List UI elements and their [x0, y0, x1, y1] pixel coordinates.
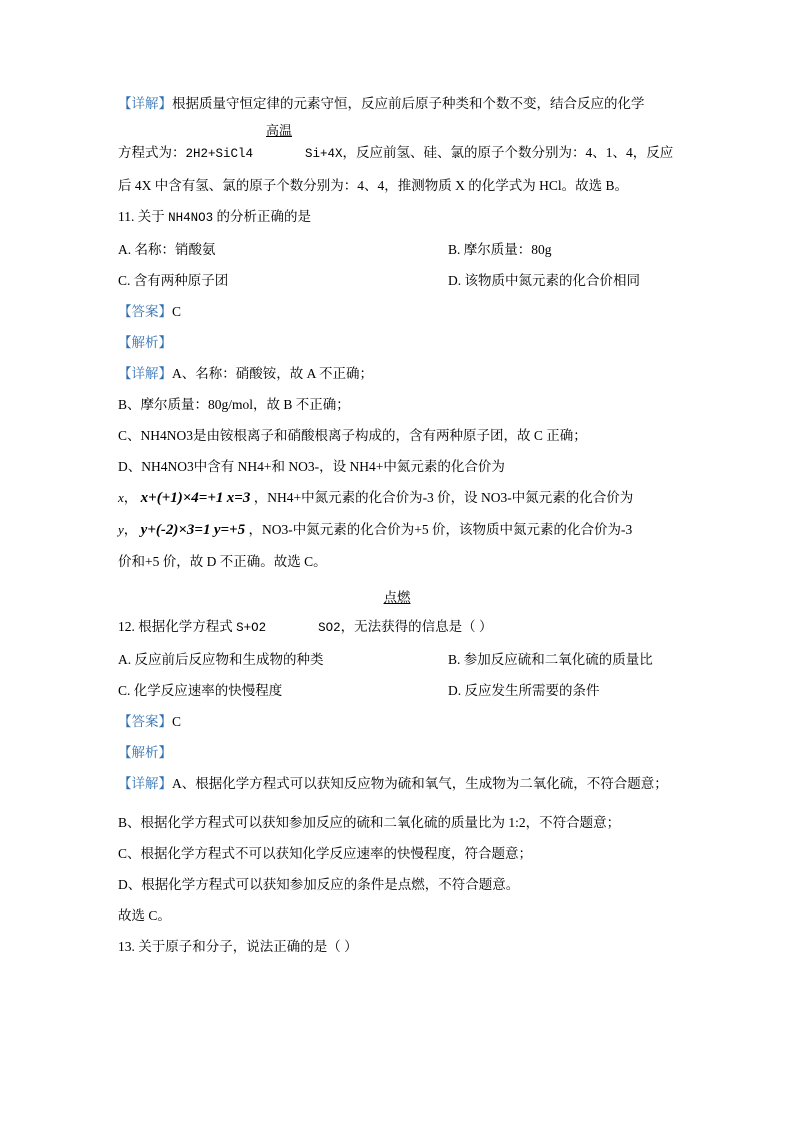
- analysis-tag: 【解析】: [118, 745, 172, 760]
- detail-paragraph-1: [118, 88, 676, 119]
- question-12-detail-line-2: B、根据化学方程式可以获知参加反应的硫和二氧化硫的质量比为 1:2，不符合题意；: [118, 815, 621, 830]
- question-11-detail-line-1: [118, 358, 676, 389]
- option-b-text: 参加反应硫和二氧化硫的质量比: [463, 652, 653, 667]
- question-12-options-row-1: [118, 644, 676, 675]
- option-d-text: 反应发生所需要的条件: [464, 683, 600, 698]
- option-c-text: 含有两种原子团: [133, 273, 229, 288]
- spacer: [118, 119, 676, 137]
- math-after-2: ，NO3-中氮元素的化合价为+5 价，该物质中氮元素的化合价为-3: [248, 522, 633, 537]
- math-result-1: x=3: [226, 490, 251, 506]
- question-11-analysis-tag: [118, 327, 676, 358]
- option-d: [448, 675, 676, 706]
- question-12-stem-before: 根据化学方程式: [138, 619, 233, 634]
- equation-right: Si+4X: [305, 147, 343, 161]
- detail-tag: 【详解】: [118, 96, 172, 111]
- option-d: [448, 265, 676, 296]
- question-12-equation-right: SO2: [318, 621, 341, 635]
- option-a: [118, 234, 448, 265]
- question-11-number: 11.: [118, 209, 135, 224]
- option-b: [448, 644, 676, 675]
- answer-tag: 【答案】: [118, 304, 172, 319]
- equation-line: [118, 123, 676, 170]
- detail-tag: 【详解】: [118, 366, 172, 381]
- question-11-detail-line-3: C、NH4NO3是由铵根离子和硝酸根离子构成的，含有两种原子团，故 C 正确；: [118, 428, 587, 443]
- question-12-equation-left: S+O2: [236, 621, 267, 635]
- option-a-text: 名称：销酸氨: [134, 242, 216, 257]
- reaction-arrow-group: [253, 123, 305, 168]
- question-12-analysis-tag: [118, 737, 676, 768]
- question-11-options-row-2: [118, 265, 676, 296]
- question-11-formula: NH4NO3: [168, 211, 214, 225]
- question-13-number: 13.: [118, 939, 135, 954]
- option-a-label: A.: [118, 652, 132, 667]
- option-b-label: B.: [448, 242, 461, 257]
- question-12-detail-line-3: C、根据化学方程式不可以获知化学反应速率的快慢程度，符合题意；: [118, 846, 533, 861]
- reaction-condition: 点燃: [383, 590, 411, 605]
- question-11-stem: [118, 201, 676, 234]
- question-11-math-line-1: x， x+(+1)×4=+1 x=3 ，NH4+中氮元素的化合价为-3 价，设 NO3-中氮元素的化合价为: [118, 490, 634, 506]
- option-a-label: A.: [118, 242, 132, 257]
- question-12-detail-line-1: [118, 768, 676, 799]
- question-12-condition-row: [118, 585, 676, 611]
- equation-prefix: 方程式为：: [118, 145, 186, 160]
- question-12-detail-line-4: D、根据化学方程式可以获知参加反应的条件是点燃，不符合题意。: [118, 877, 520, 892]
- spacer: [118, 577, 676, 585]
- answer-value: C: [172, 714, 182, 729]
- option-d-label: D.: [448, 273, 462, 288]
- option-b: [448, 234, 676, 265]
- math-variable-y: y: [118, 522, 124, 537]
- question-12-stem: [118, 611, 676, 644]
- option-b-text: 摩尔质量：80g: [463, 242, 552, 257]
- option-d-label: D.: [448, 683, 462, 698]
- option-c: [118, 265, 448, 296]
- option-c-text: 化学反应速率的快慢程度: [133, 683, 283, 698]
- question-11-options-row-1: [118, 234, 676, 265]
- question-12-number: 12.: [118, 619, 135, 634]
- math-variable-x: x: [118, 490, 124, 505]
- detail-tag: 【详解】: [118, 776, 172, 791]
- math-after-1: ，NH4+中氮元素的化合价为-3 价，设 NO3-中氮元素的化合价为: [253, 490, 634, 505]
- option-a-text: 反应前后反应物和生成物的种类: [134, 652, 324, 667]
- option-c-label: C.: [118, 273, 131, 288]
- spacer: [118, 799, 676, 807]
- answer-tag: 【答案】: [118, 714, 172, 729]
- option-b-label: B.: [448, 652, 461, 667]
- option-d-text: 该物质中氮元素的化合价相同: [464, 273, 640, 288]
- math-result-2: y=+5: [213, 522, 246, 538]
- question-12-stem-after: ，无法获得的信息是（ ）: [340, 619, 493, 634]
- question-11-stem-before: 关于: [137, 209, 165, 224]
- detail-text: A、名称：硝酸铵，故 A 不正确；: [172, 366, 374, 381]
- equation-suffix: ，反应前氢、硅、氯的原子个数分别为：4、1、4，反应: [342, 145, 674, 160]
- option-a: [118, 644, 448, 675]
- question-11-stem-after: 的分析正确的是: [216, 209, 312, 224]
- question-11-math-line-2: y， y+(-2)×3=1 y=+5 ，NO3-中氮元素的化合价为+5 价，该物质中氮元素的化合价为-3: [118, 522, 633, 538]
- question-12-answer: [118, 706, 676, 737]
- question-11-detail-tail: 价和+5 价，故 D 不正确。故选 C。: [118, 554, 327, 569]
- math-expression-1: x+(+1)×4=+1: [140, 490, 224, 506]
- detail-text: A、根据化学方程式可以获知反应物为硫和氧气，生成物为二氧化硫，不符合题意；: [172, 776, 668, 791]
- detail-text: 根据质量守恒定律的元素守恒，反应前后原子种类和个数不变，结合反应的化学: [172, 96, 645, 111]
- question-11-detail-line-4: D、NH4NO3中含有 NH4+和 NO3-，设 NH4+中氮元素的化合价为: [118, 459, 505, 474]
- question-11-detail-line-2: B、摩尔质量：80g/mol，故 B 不正确；: [118, 397, 350, 412]
- question-11-answer: [118, 296, 676, 327]
- question-12-options-row-2: [118, 675, 676, 706]
- question-12-detail-line-5: 故选 C。: [118, 908, 171, 923]
- option-c: [118, 675, 448, 706]
- analysis-tag: 【解析】: [118, 335, 172, 350]
- reaction-condition: 高温: [266, 123, 293, 138]
- equation-line-2: 后 4X 中含有氢、氯的原子个数分别为：4、4，推测物质 X 的化学式为 HCl。故选 B。: [118, 178, 629, 193]
- equation-left: 2H2+SiCl4: [185, 147, 254, 161]
- math-expression-2: y+(-2)×3=1: [140, 522, 211, 538]
- question-13-text: 关于原子和分子，说法正确的是（ ）: [138, 939, 358, 954]
- option-c-label: C.: [118, 683, 131, 698]
- question-13-stem: [118, 931, 676, 962]
- answer-value: C: [172, 304, 182, 319]
